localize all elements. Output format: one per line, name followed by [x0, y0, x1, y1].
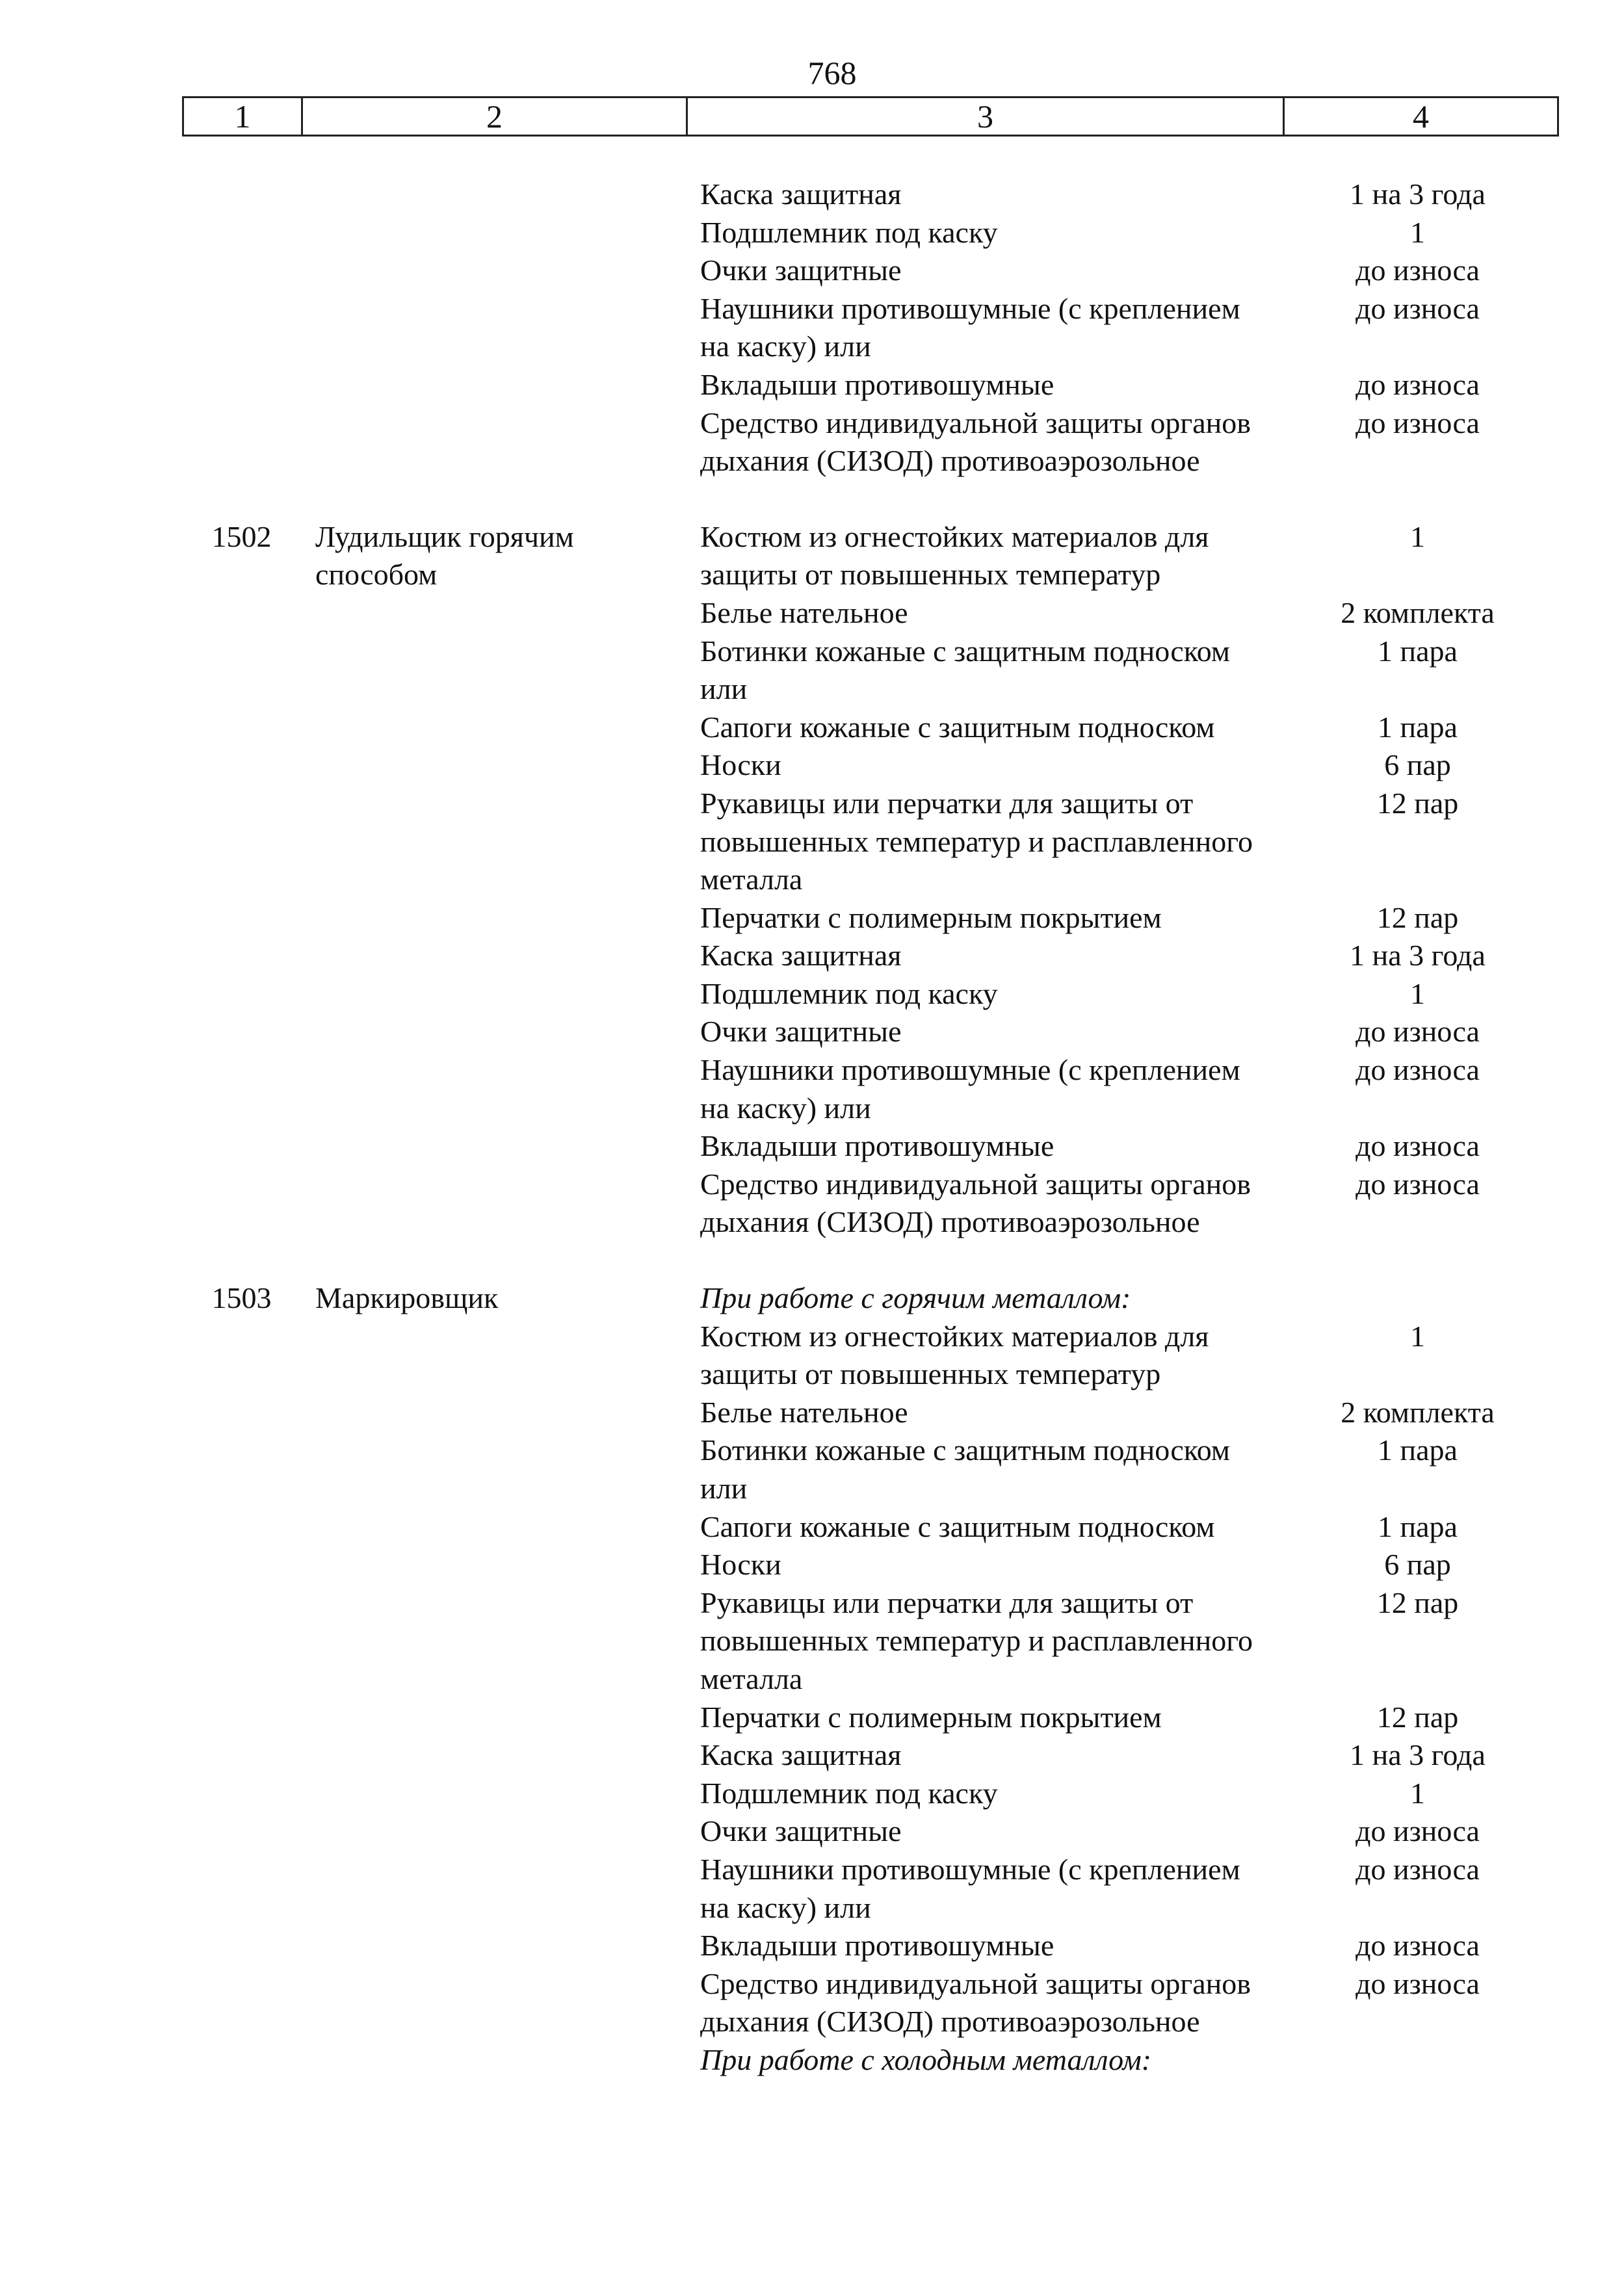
ppe-item-norm: 12 пар — [1376, 1700, 1459, 1734]
header-col-4: 4 — [1413, 98, 1429, 135]
ppe-item-norm: 1 — [1410, 519, 1425, 553]
ppe-item-row — [686, 1584, 1559, 1699]
ppe-item-row — [686, 937, 1559, 975]
ppe-item-norm: 12 пар — [1376, 786, 1459, 820]
ppe-item-name: Ботинки кожаные с защитным подноском или — [700, 1433, 1231, 1505]
ppe-item-row — [686, 252, 1559, 290]
ppe-item-row — [686, 975, 1559, 1013]
ppe-item-name: Рукавицы или перчатки для защиты от повышенных температур и расплавленного металла — [700, 786, 1253, 896]
profession-number — [182, 176, 301, 480]
ppe-item-norm: 1 — [1410, 1776, 1425, 1810]
ppe-item-name: Каска защитная — [700, 939, 902, 972]
ppe-item-norm: 1 пара — [1378, 634, 1458, 668]
ppe-item-norm: 1 на 3 года — [1350, 177, 1486, 211]
ppe-item-norm: до износа — [1356, 1015, 1480, 1049]
ppe-items-list — [686, 518, 1559, 1242]
ppe-item-name: Подшлемник под каску — [700, 215, 998, 249]
ppe-item-name: Наушники противошумные (с креплением на каску) или — [700, 1053, 1240, 1125]
ppe-item-norm: 1 пара — [1378, 710, 1458, 744]
profession-number: 1502 — [211, 519, 272, 553]
ppe-item-row — [686, 366, 1559, 404]
ppe-item-name: Носки — [700, 748, 781, 782]
ppe-item-norm: 1 пара — [1378, 1433, 1458, 1467]
ppe-item-name: Очки защитные — [700, 1015, 902, 1049]
ppe-item-norm: 2 комплекта — [1341, 1395, 1495, 1429]
ppe-item-row — [686, 1812, 1559, 1851]
ppe-item-name: Средство индивидуальной защиты органов дыхания (СИЗОД) противоаэрозольное — [700, 1966, 1251, 2039]
ppe-item-row — [686, 746, 1559, 785]
ppe-item-name: Вкладыши противошумные — [700, 1129, 1054, 1163]
ppe-item-norm: до износа — [1356, 1929, 1480, 1963]
profession-name: Лудильщик горячим способом — [315, 519, 574, 592]
profession-name — [301, 176, 686, 480]
ppe-item-name: Подшлемник под каску — [700, 1776, 998, 1810]
ppe-item-norm: 1 на 3 года — [1350, 1738, 1486, 1772]
ppe-item-norm: 6 пар — [1384, 1548, 1451, 1582]
header-col-3: 3 — [688, 98, 1285, 135]
ppe-item-row — [686, 1546, 1559, 1584]
ppe-item-name: Подшлемник под каску — [700, 976, 998, 1010]
ppe-item-name: Очки защитные — [700, 1814, 902, 1848]
ppe-item-row — [686, 1013, 1559, 1051]
ppe-item-name: Белье нательное — [700, 1395, 908, 1429]
ppe-item-name: Вкладыши противошумные — [700, 1929, 1054, 1963]
ppe-item-row — [686, 594, 1559, 633]
ppe-item-name: Средство индивидуальной защиты органов дыхания (СИЗОД) противоаэрозольное — [700, 406, 1251, 478]
ppe-item-name: Костюм из огнестойких материалов для защиты от повышенных температур — [700, 519, 1209, 592]
ppe-item-name: Ботинки кожаные с защитным подноском или — [700, 634, 1231, 706]
ppe-item-norm: до износа — [1356, 291, 1480, 325]
ppe-item-row — [686, 899, 1559, 937]
profession-group — [182, 1279, 1559, 2079]
ppe-item-norm: 6 пар — [1384, 748, 1451, 782]
ppe-item-name: Перчатки с полимерным покрытием — [700, 900, 1162, 934]
ppe-item-row — [686, 785, 1559, 899]
profession-number: 1503 — [211, 1281, 272, 1315]
ppe-item-name: Сапоги кожаные с защитным подноском — [700, 1509, 1215, 1543]
ppe-item-row — [686, 214, 1559, 252]
profession-name: Маркировщик — [315, 1281, 499, 1315]
ppe-item-row — [686, 1431, 1559, 1507]
ppe-item-row — [686, 1851, 1559, 1927]
ppe-item-norm: до износа — [1356, 367, 1480, 401]
ppe-item-row — [686, 1051, 1559, 1127]
ppe-item-norm: до износа — [1356, 1167, 1480, 1201]
ppe-item-norm: 12 пар — [1376, 900, 1459, 934]
ppe-item-row — [686, 1965, 1559, 2041]
ppe-item-norm: до износа — [1356, 1814, 1480, 1848]
ppe-item-name: Сапоги кожаные с защитным подноском — [700, 710, 1215, 744]
ppe-item-norm: до износа — [1356, 1129, 1480, 1163]
ppe-item-norm: 1 на 3 года — [1350, 939, 1486, 972]
ppe-item-row — [686, 1736, 1559, 1775]
ppe-item-row — [686, 1166, 1559, 1242]
profession-group — [182, 518, 1559, 1242]
header-col-1: 1 — [184, 98, 303, 135]
ppe-item-name: Вкладыши противошумные — [700, 367, 1054, 401]
ppe-items-list — [686, 1279, 1559, 2079]
table-header-row — [182, 96, 1559, 137]
ppe-item-norm: 1 — [1410, 976, 1425, 1010]
ppe-norms-table — [182, 176, 1559, 2080]
condition-subheading: При работе с горячим металлом: — [700, 1281, 1131, 1315]
ppe-item-norm: 1 — [1410, 1319, 1425, 1353]
ppe-item-row — [686, 1394, 1559, 1432]
ppe-item-name: Носки — [700, 1548, 781, 1582]
ppe-item-name: Костюм из огнестойких материалов для защиты от повышенных температур — [700, 1319, 1209, 1391]
header-col-2: 2 — [303, 98, 688, 135]
page-number: 768 — [807, 55, 857, 91]
ppe-item-row — [686, 633, 1559, 709]
ppe-item-norm: 1 — [1410, 215, 1425, 249]
ppe-item-norm: 1 пара — [1378, 1509, 1458, 1543]
ppe-item-norm: до износа — [1356, 406, 1480, 439]
ppe-item-name: Средство индивидуальной защиты органов дыхания (СИЗОД) противоаэрозольное — [700, 1167, 1251, 1239]
ppe-item-name: Наушники противошумные (с креплением на каску) или — [700, 1852, 1240, 1924]
ppe-item-name: Очки защитные — [700, 254, 902, 287]
ppe-item-norm: до износа — [1356, 1852, 1480, 1886]
ppe-item-row — [686, 1318, 1559, 1394]
ppe-item-name: Белье нательное — [700, 595, 908, 629]
ppe-item-name: Каска защитная — [700, 1738, 902, 1772]
ppe-item-norm: 2 комплекта — [1341, 595, 1495, 629]
ppe-item-row — [686, 1699, 1559, 1737]
ppe-item-norm: до износа — [1356, 1966, 1480, 2000]
condition-subheading: При работе с холодным металлом: — [700, 2042, 1152, 2076]
ppe-item-row — [686, 1775, 1559, 1813]
ppe-item-row — [686, 290, 1559, 366]
ppe-item-row — [686, 1127, 1559, 1166]
ppe-item-name: Перчатки с полимерным покрытием — [700, 1700, 1162, 1734]
ppe-item-norm: до износа — [1356, 1053, 1480, 1087]
ppe-item-row — [686, 709, 1559, 747]
ppe-item-row — [686, 518, 1559, 594]
ppe-item-norm: 12 пар — [1376, 1585, 1459, 1619]
ppe-item-norm: до износа — [1356, 254, 1480, 287]
ppe-item-name: Каска защитная — [700, 177, 902, 211]
profession-group — [182, 176, 1559, 480]
ppe-item-row — [686, 176, 1559, 214]
ppe-item-name: Наушники противошумные (с креплением на каску) или — [700, 291, 1240, 363]
ppe-items-list — [686, 176, 1559, 480]
ppe-item-row — [686, 404, 1559, 480]
ppe-item-row — [686, 1927, 1559, 1965]
ppe-item-row — [686, 1508, 1559, 1546]
ppe-item-name: Рукавицы или перчатки для защиты от повышенных температур и расплавленного металла — [700, 1585, 1253, 1695]
